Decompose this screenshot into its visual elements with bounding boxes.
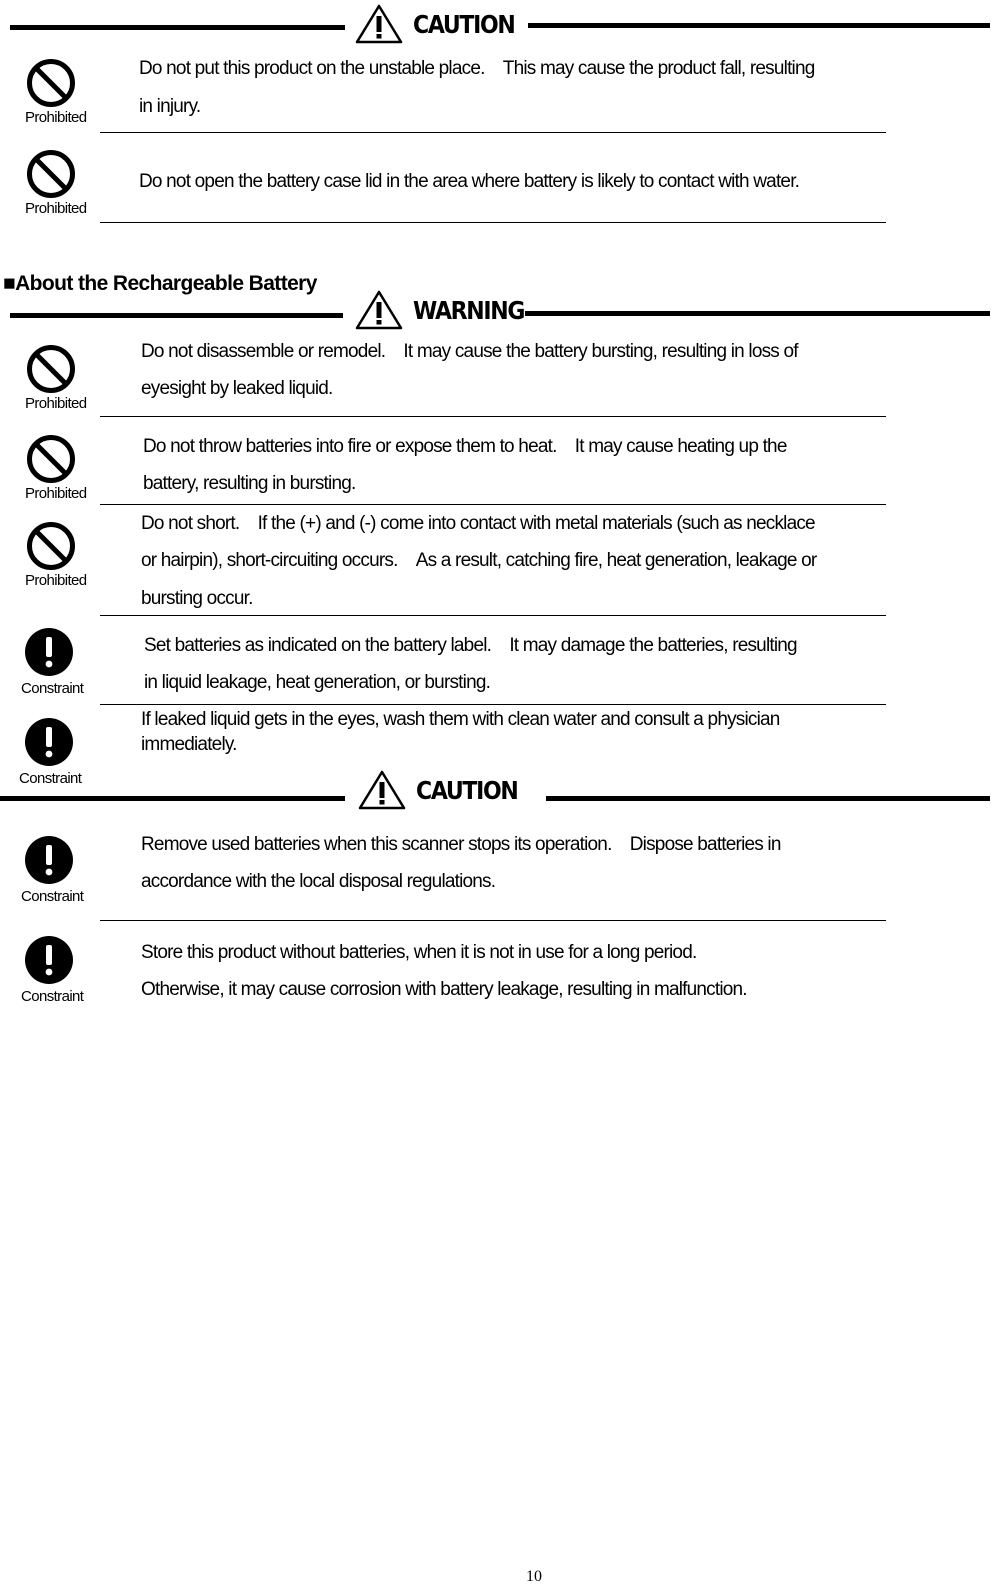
warning-triangle-icon [355,4,403,44]
item-line: in injury. [139,96,201,117]
caution-header [355,4,528,44]
section-title: ■About the Rechargeable Battery [3,272,317,295]
warning-triangle-icon [358,770,406,810]
header-rule-left [0,796,345,801]
header-rule-right [528,23,990,28]
divider [100,416,886,417]
page-number: 10 [526,1568,542,1585]
prohibition-icon [25,57,77,109]
item-line: battery, resulting in bursting. [143,473,356,494]
divider [100,920,886,921]
warning-title: WARNING [413,295,525,325]
header-rule-right [546,796,990,801]
prohibited-label: Prohibited [25,200,87,217]
item-line: Otherwise, it may cause corrosion with battery leakage, resulting in malfunction. [141,979,747,1000]
header-rule-left [10,25,345,30]
prohibition-icon [25,148,77,200]
item-line: Do not short. If the (+) and (-) come into contact with metal materials (such as necklace [141,513,815,534]
header-rule-left [10,313,343,318]
warning-triangle-icon [355,290,403,330]
prohibited-label: Prohibited [25,109,87,126]
header-rule-right [525,311,990,316]
exclamation-icon [23,834,75,886]
exclamation-icon [23,626,75,678]
item-line: Set batteries as indicated on the battery label. It may damage the batteries, resulting [144,635,797,656]
exclamation-icon [23,934,75,986]
divider [100,222,886,223]
caution-title: CAUTION [416,775,518,805]
constraint-label: Constraint [21,680,84,697]
prohibited-label: Prohibited [25,395,87,412]
divider [100,615,886,616]
constraint-label: Constraint [21,988,84,1005]
item-line: in liquid leakage, heat generation, or bursting. [144,672,491,693]
prohibition-icon [25,433,77,485]
item-line: accordance with the local disposal regulations. [141,871,496,892]
item-line: immediately. [141,734,237,755]
item-line: Do not put this product on the unstable place. This may cause the product fall, resulting [139,58,815,79]
exclamation-icon [23,716,75,768]
item-line: Do not disassemble or remodel. It may cause the battery bursting, resulting in loss of [141,341,798,362]
warning-header [355,290,539,330]
divider [100,704,886,705]
item-line: Store this product without batteries, when it is not in use for a long period. [141,942,697,963]
item-line: or hairpin), short-circuiting occurs. As a result, catching fire, heat generation, leakage or [141,550,817,571]
item-line: Do not throw batteries into fire or expose them to heat. It may cause heating up the [143,436,787,457]
item-line: bursting occur. [141,588,253,609]
prohibited-label: Prohibited [25,572,87,589]
constraint-label: Constraint [21,888,84,905]
prohibition-icon [25,343,77,395]
prohibited-label: Prohibited [25,485,87,502]
divider [100,132,886,133]
item-line: eyesight by leaked liquid. [141,378,333,399]
item-line: Do not open the battery case lid in the area where battery is likely to contact with water. [139,171,800,192]
item-line: If leaked liquid gets in the eyes, wash them with clean water and consult a physician [141,709,780,730]
caution-title: CAUTION [413,9,515,39]
caution-header [358,770,531,810]
prohibition-icon [25,520,77,572]
constraint-label: Constraint [19,770,82,787]
item-line: Remove used batteries when this scanner stops its operation. Dispose batteries in [141,834,781,855]
